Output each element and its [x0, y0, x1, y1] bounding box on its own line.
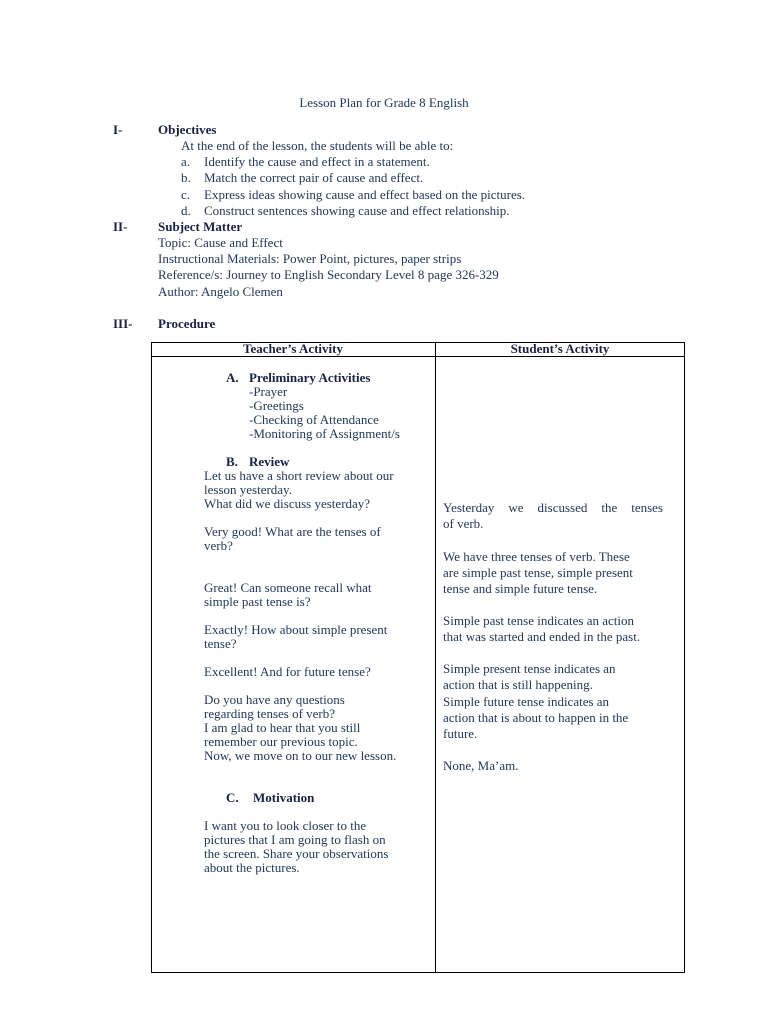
table-border-bottom — [151, 972, 685, 973]
student-line: None, Ma’am. — [443, 758, 519, 773]
motivation-heading: Motivation — [253, 790, 315, 805]
student-line: of verb. — [443, 516, 484, 531]
student-line: tense and simple future tense. — [443, 581, 598, 596]
teacher-line: I am glad to hear that you still — [204, 720, 361, 735]
student-line: future. — [443, 726, 478, 741]
teacher-line: remember our previous topic. — [204, 734, 358, 749]
preliminary-marker: A. — [226, 370, 239, 385]
teacher-line: the screen. Share your observations — [204, 846, 389, 861]
table-column-divider — [435, 342, 436, 973]
subject-reference: Reference/s: Journey to English Secondary Level 8 page 326-329 — [158, 267, 499, 282]
teacher-line: tense? — [204, 636, 237, 651]
teacher-line: verb? — [204, 538, 233, 553]
teacher-line: What did we discuss yesterday? — [204, 496, 371, 511]
student-line: Simple past tense indicates an action — [443, 613, 634, 628]
student-line: Yesterday we discussed the tenses — [443, 500, 663, 515]
subject-materials: Instructional Materials: Power Point, pictures, paper strips — [158, 251, 462, 266]
objective-marker: c. — [181, 187, 191, 202]
student-line: that was started and ended in the past. — [443, 629, 641, 644]
subject-author: Author: Angelo Clemen — [158, 284, 283, 299]
teacher-activity-header: Teacher’s Activity — [242, 341, 343, 356]
objective-marker: b. — [181, 170, 191, 185]
teacher-line: Do you have any questions — [204, 692, 345, 707]
objectives-heading: Objectives — [158, 122, 217, 137]
teacher-line: lesson yesterday. — [204, 482, 292, 497]
section-numeral-subject-matter: II- — [113, 219, 128, 234]
teacher-line: I want you to look closer to the — [204, 818, 367, 833]
teacher-line: Exactly! How about simple present — [204, 622, 388, 637]
student-line: action that is about to happen in the — [443, 710, 629, 725]
procedure-heading: Procedure — [158, 316, 216, 331]
teacher-line: about the pictures. — [204, 860, 300, 875]
preliminary-item: -Prayer — [249, 384, 288, 399]
motivation-marker: C. — [226, 790, 239, 805]
subject-topic: Topic: Cause and Effect — [158, 235, 283, 250]
review-heading: Review — [249, 454, 290, 469]
student-line: We have three tenses of verb. These — [443, 549, 630, 564]
preliminary-heading: Preliminary Activities — [249, 370, 371, 385]
preliminary-item: -Greetings — [249, 398, 304, 413]
teacher-line: Very good! What are the tenses of — [204, 524, 381, 539]
objective-item: Match the correct pair of cause and effect. — [204, 170, 424, 185]
student-activity-header: Student’s Activity — [510, 341, 610, 356]
objective-item: Construct sentences showing cause and effect relationship. — [204, 203, 510, 218]
student-line: Simple future tense indicates an — [443, 694, 610, 709]
student-line: Simple present tense indicates an — [443, 661, 616, 676]
section-numeral-objectives: I- — [113, 122, 123, 137]
review-marker: B. — [226, 454, 238, 469]
teacher-line: simple past tense is? — [204, 594, 311, 609]
teacher-line: pictures that I am going to flash on — [204, 832, 386, 847]
objective-marker: d. — [181, 203, 191, 218]
objective-item: Express ideas showing cause and effect based on the pictures. — [204, 187, 526, 202]
subject-matter-heading: Subject Matter — [158, 219, 243, 234]
table-border-right — [684, 342, 685, 973]
teacher-line: Now, we move on to our new lesson. — [204, 748, 397, 763]
teacher-line: Great! Can someone recall what — [204, 580, 372, 595]
objective-item: Identify the cause and effect in a statement. — [204, 154, 430, 169]
objective-marker: a. — [181, 154, 191, 169]
teacher-line: regarding tenses of verb? — [204, 706, 336, 721]
teacher-line: Let us have a short review about our — [204, 468, 394, 483]
table-border-left — [151, 342, 152, 973]
section-numeral-procedure: III- — [113, 316, 133, 331]
preliminary-item: -Checking of Attendance — [249, 412, 379, 427]
student-line: action that is still happening. — [443, 677, 593, 692]
objectives-intro: At the end of the lesson, the students will be able to: — [181, 138, 454, 153]
preliminary-item: -Monitoring of Assignment/s — [249, 426, 400, 441]
student-line: are simple past tense, simple present — [443, 565, 633, 580]
document-title: Lesson Plan for Grade 8 English — [299, 95, 469, 110]
teacher-line: Excellent! And for future tense? — [204, 664, 371, 679]
